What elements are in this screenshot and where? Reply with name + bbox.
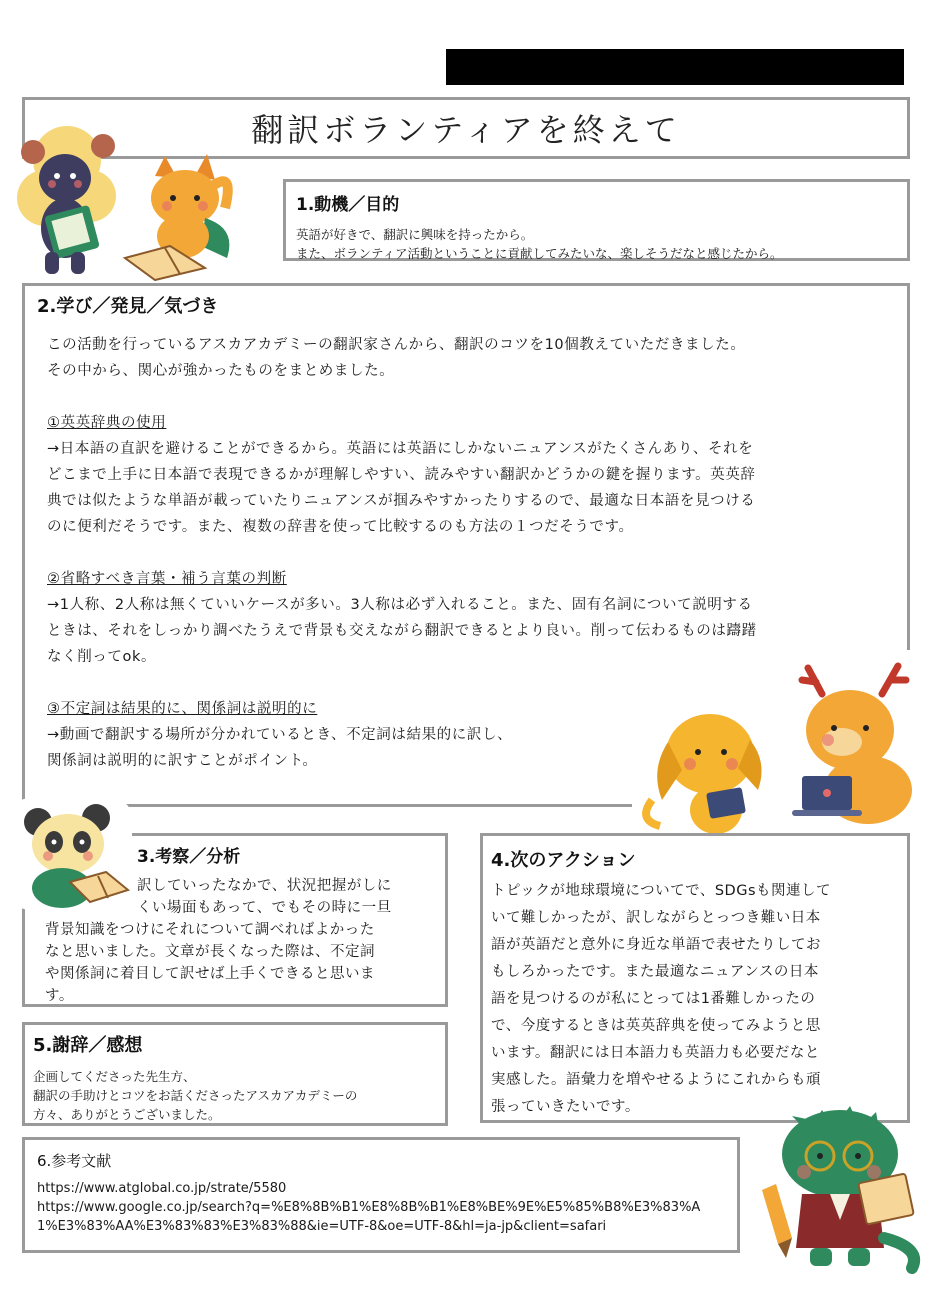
top-left-illustration — [5, 118, 250, 288]
thanks-heading: 5.謝辞／感想 — [33, 1035, 143, 1056]
panda-reading-icon — [10, 798, 132, 910]
thanks-line: 企画してくださった先生方、 — [33, 1069, 196, 1084]
learning-item-line: →動画で翻訳する場所が分かれているとき、不定詞は結果的に訳し、 — [47, 727, 513, 743]
learning-item-line: →日本語の直訳を避けることができるから。英語には英語にしかないニュアンスがたくさんあり、それを — [47, 441, 754, 457]
thanks-line: 方々、ありがとうございました。 — [33, 1107, 221, 1122]
next-action-line: 張っていきたいです。 — [491, 1099, 640, 1115]
references-heading: 6.参考文献 — [37, 1152, 112, 1170]
motivation-line: また、ボランティア活動ということに貢献してみたいな、楽しそうだなと感じたから。 — [296, 246, 783, 261]
next-action-line: 語が英語だと意外に身近な単語で表せたりしてお — [491, 937, 821, 953]
analysis-line: くい場面もあって、でもその時に一旦 — [137, 900, 392, 916]
next-action-heading: 4.次のアクション — [491, 850, 636, 871]
sheep-reading-icon — [17, 126, 116, 274]
learning-item-line: ときは、それをしっかり調べたうえで背景も交えながら翻訳できるとより良い。削って伝わるものは躊躇 — [47, 623, 757, 639]
analysis-line: なと思いました。文章が長くなった際は、不定詞 — [45, 944, 375, 960]
learning-item-line: どこまで上手に日本語で表現できるかが理解しやすい、読みやすい翻訳かどうかの鍵を握ります。英英辞 — [47, 467, 756, 483]
learning-item-title: ③不定詞は結果的に、関係詞は説明的に — [47, 701, 318, 717]
next-action-line: トピックが地球環境についてで、SDGsも関連して — [491, 883, 831, 899]
learning-intro-line: その中から、関心が強かったものをまとめました。 — [47, 363, 395, 379]
analysis-line: や関係詞に着目して訳せば上手くできると思いま — [45, 966, 375, 982]
motivation-section — [283, 179, 910, 261]
reference-link[interactable]: https://www.google.co.jp/search?q=%E8%8B%B1%E8%8B%B1%E8%BE%9E%E5%85%B8%E3%83%A1%E3%83%AA%E3%83%83%E3%83%88&ie=UTF-8&oe=UTF-8&hl=ja-jp&client=safari — [37, 1200, 701, 1234]
learning-item-title: ②省略すべき言葉・補う言葉の判断 — [47, 571, 287, 587]
next-action-line: 語を見つけるのが私にとっては1番難しかったの — [491, 991, 816, 1007]
next-action-line: で、今度するときは英英辞典を使ってみようと思 — [491, 1018, 821, 1034]
analysis-line: す。 — [45, 988, 74, 1004]
motivation-line: 英語が好きで、翻訳に興味を持ったから。 — [296, 227, 534, 242]
learning-item-line: のに便利だそうです。また、複数の辞書を使って比較するのも方法の１つだそうです。 — [47, 519, 634, 535]
learning-item-line: →1人称、2人称は無くていいケースが多い。3人称は必ず入れること。また、固有名詞について説明する — [47, 597, 753, 613]
learning-intro-line: この活動を行っているアスカアカデミーの翻訳家さんから、翻訳のコツを10個教えていただきました。 — [47, 337, 746, 353]
reference-link[interactable]: https://www.atglobal.co.jp/strate/5580 — [37, 1181, 287, 1196]
learning-heading: 2.学び／発見／気づき — [37, 296, 219, 317]
lizard-teacher-icon — [752, 1098, 930, 1274]
next-action-line: もしろかったです。また最適なニュアンスの日本 — [491, 964, 819, 980]
analysis-line: 背景知識をつけにそれについて調べればよかった — [45, 922, 375, 938]
deer-laptop-icon — [792, 666, 912, 824]
next-action-line: います。翻訳には日本語力も英語力も必要だなと — [491, 1045, 820, 1061]
references-section — [22, 1137, 740, 1253]
analysis-heading: 3.考察／分析 — [137, 847, 241, 867]
motivation-heading: 1.動機／目的 — [296, 195, 400, 215]
dog-laptop-icon — [646, 714, 761, 834]
bottom-right-illustration — [752, 1098, 930, 1274]
redacted-header-bar — [446, 49, 904, 85]
learning-item-line: 関係詞は説明的に訳すことがポイント。 — [47, 753, 318, 769]
middle-right-illustration — [632, 650, 931, 840]
next-action-line: いて難しかったが、訳しながらとっつき難い日本 — [491, 910, 821, 926]
page-title: 翻訳ボランティアを終えて — [251, 111, 681, 149]
fox-reading-icon — [125, 154, 229, 280]
learning-item-line: なく削ってok。 — [47, 649, 157, 665]
learning-item-title: ①英英辞典の使用 — [47, 415, 167, 431]
next-action-line: 実感した。語彙力を増やせるようにこれからも頑 — [491, 1072, 821, 1088]
thanks-line: 翻訳の手助けとコツをお話くださったアスカアカデミーの — [33, 1088, 358, 1103]
left-middle-illustration — [10, 798, 132, 910]
learning-item-line: 典では似たような単語が載っていたりニュアンスが掴みやすかったりするので、最適な日本語を見つける — [47, 493, 756, 509]
thanks-section — [22, 1022, 448, 1126]
next-action-section — [480, 833, 910, 1123]
analysis-line: 訳していったなかで、状況把握がしに — [137, 878, 392, 894]
